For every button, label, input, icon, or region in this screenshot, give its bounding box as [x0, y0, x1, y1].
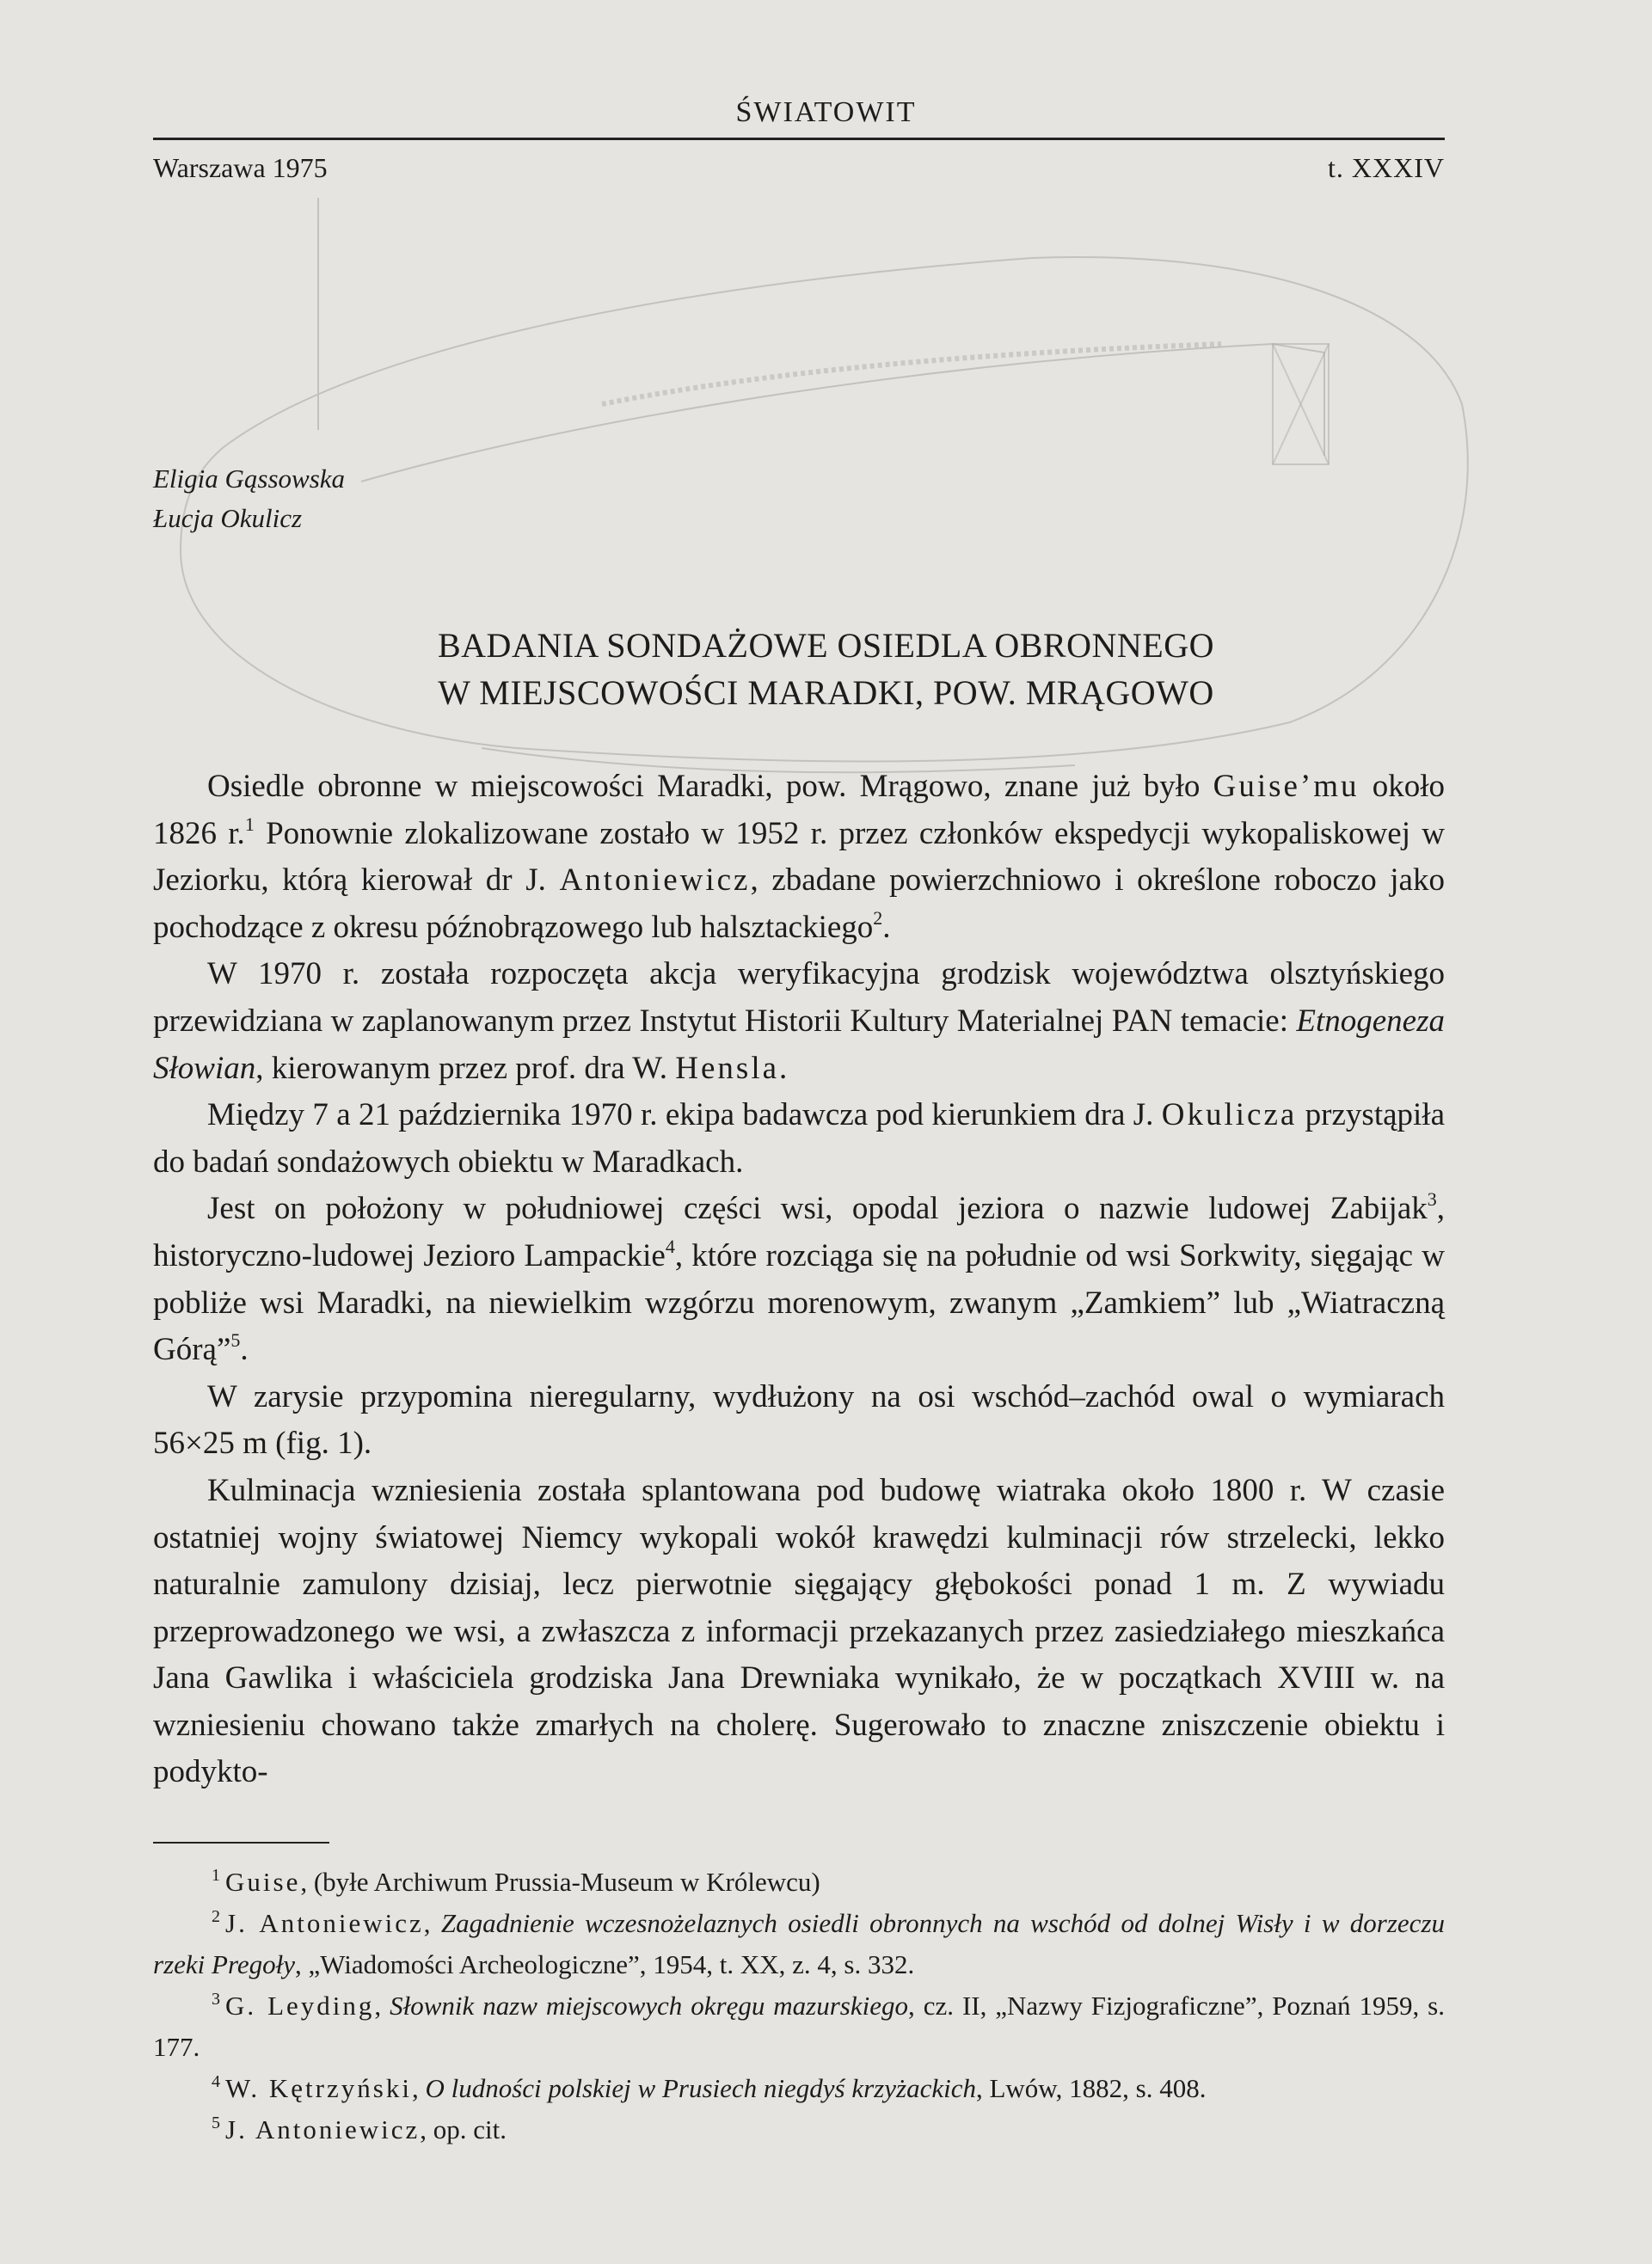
- footnotes: [153, 1862, 1445, 2150]
- research-topic: Etnogeneza Słowian: [153, 1003, 1445, 1086]
- paragraph: Osiedle obronne w miejscowości Maradki, pow. Mrągowo, znane już było Guise’mu około 1826 r.$^1$ Ponownie zlokalizowane zostało w 1952 r. przez członków ekspedycji wykopaliskowej w Jeziorku, którą kierował dr J. Antoniewicz, zbadane powierzchniowo i określone roboczo jako pochodzące z okresu późnobrązowego lub halsztackiego$^2$.: [153, 769, 1445, 945]
- footnote-ref: 4: [665, 1235, 675, 1257]
- footnote: $^1$ Guise, (byłe Archiwum Prussia-Museum w Królewcu): [212, 1866, 820, 1897]
- author-list: [153, 459, 345, 538]
- footnote-author: J. Antoniewicz: [225, 1908, 424, 1938]
- footnote-number: 5: [212, 2114, 220, 2132]
- footnote-author: Guise: [225, 1867, 301, 1897]
- paragraph: W 1970 r. została rozpoczęta akcja weryfikacyjna grodzisk województwa olsztyńskiego przewidziana w zaplanowanym przez Instytut Historii Kultury Materialnej PAN temacie: Etnogeneza Słowian, kierowanym przez prof. dra W. Hensla.: [153, 956, 1445, 1086]
- footnote-title: Zagadnienie wczesnożelaznych osiedli obronnych na wschód od dolnej Wisły i w dorzeczu rzeki Pregoły: [153, 1908, 1446, 1979]
- footnote-number: 2: [212, 1907, 220, 1926]
- title-line: W MIEJSCOWOŚCI MARADKI, POW. MRĄGOWO: [438, 673, 1214, 712]
- author-surname: Okulicza: [1161, 1097, 1298, 1133]
- paragraph: Między 7 a 21 października 1970 r. ekipa badawcza pod kierunkiem dra J. Okulicza przystąpiła do badań sondażowych obiektu w Maradkach.: [153, 1097, 1445, 1180]
- article-title: [0, 622, 1652, 716]
- article-body: [153, 764, 1445, 1796]
- footnote-number: 3: [212, 1990, 220, 2009]
- footnote-ref: 1: [244, 813, 255, 835]
- author-surname: Hensla: [675, 1050, 780, 1086]
- footnote-ref: 3: [1427, 1188, 1437, 1211]
- title-line: BADANIA SONDAŻOWE OSIEDLA OBRONNEGO: [437, 626, 1215, 665]
- footnote-title: O ludności polskiej w Prusiech niegdyś krzyżackich: [425, 2073, 976, 2103]
- place-year: Warszawa 1975: [153, 152, 328, 183]
- paragraph: Kulminacja wzniesienia została splantowana pod budowę wiatraka około 1800 r. W czasie ostatniej wojny światowej Niemcy wykopali wokół krawędzi kulminacji rów strzelecki, lekko naturalnie zamulony dzisiaj, lecz pierwotnie sięgający głębokości ponad 1 m. Z wywiadu przeprowadzonego we wsi, a zwłaszcza z informacji przekazanych przez zasiedziałego mieszkańca Jana Gawlika i właściciela grodziska Jana Drewniaka wynikało, że w początkach XVIII w. na wzniesieniu chowano także zmarłych na cholerę. Sugerowało to znaczne zniszczenie obiektu i podykto-: [153, 1472, 1445, 1790]
- footnote: $^3$ G. Leyding, Słownik nazw miejscowych okręgu mazurskiego, cz. II, „Nazwy Fizjograficzne”, Poznań 1959, s. 177.: [153, 1990, 1446, 2062]
- footnote-number: 4: [212, 2072, 220, 2091]
- footnote-author: J. Antoniewicz: [225, 2114, 421, 2144]
- footnote-divider: [153, 1842, 329, 1844]
- footnote: $^2$ J. Antoniewicz, Zagadnienie wczesnożelaznych osiedli obronnych na wschód od dolnej Wisły i w dorzeczu rzeki Pregoły, „Wiadomości Archeologiczne”, 1954, t. XX, z. 4, s. 332.: [153, 1907, 1446, 1979]
- paragraph: W zarysie przypomina nieregularny, wydłużony na osi wschód–zachód owal o wymiarach 56×25 m (fig. 1).: [153, 1378, 1445, 1462]
- paragraph: Jest on położony w południowej części wsi, opodal jeziora o nazwie ludowej Zabijak$^3$, historyczno-ludowej Jezioro Lampackie$^4$, które rozciąga się na południe od wsi Sorkwity, sięgając w pobliże wsi Maradki, na niewielkim wzgórzu morenowym, zwanym „Zamkiem” lub „Wiatraczną Górą”$^5$.: [153, 1188, 1445, 1368]
- footnote-author: W. Kętrzyński: [225, 2073, 412, 2103]
- author-name: Łucja Okulicz: [153, 503, 303, 533]
- volume-number: t. XXXIV: [1328, 152, 1445, 183]
- footnote-ref: 2: [873, 906, 883, 929]
- author-surname: Antoniewicz: [559, 862, 751, 899]
- footnote-author: G. Leyding: [225, 1991, 375, 2021]
- footnote: $^4$ W. Kętrzyński, O ludności polskiej w Prusiech niegdyś krzyżackich, Lwów, 1882, s. 408.: [212, 2072, 1207, 2103]
- author-surname: Guise’mu: [1213, 769, 1360, 804]
- footnote-title: Słownik nazw miejscowych okręgu mazurskiego: [390, 1991, 909, 2021]
- footnote-ref: 5: [230, 1329, 241, 1352]
- footnote: $^5$ J. Antoniewicz, op. cit.: [212, 2114, 507, 2144]
- masthead: [153, 138, 1445, 183]
- footnote-number: 1: [212, 1866, 220, 1885]
- author-name: Eligia Gąssowska: [153, 463, 346, 494]
- journal-name: ŚWIATOWIT: [735, 96, 917, 128]
